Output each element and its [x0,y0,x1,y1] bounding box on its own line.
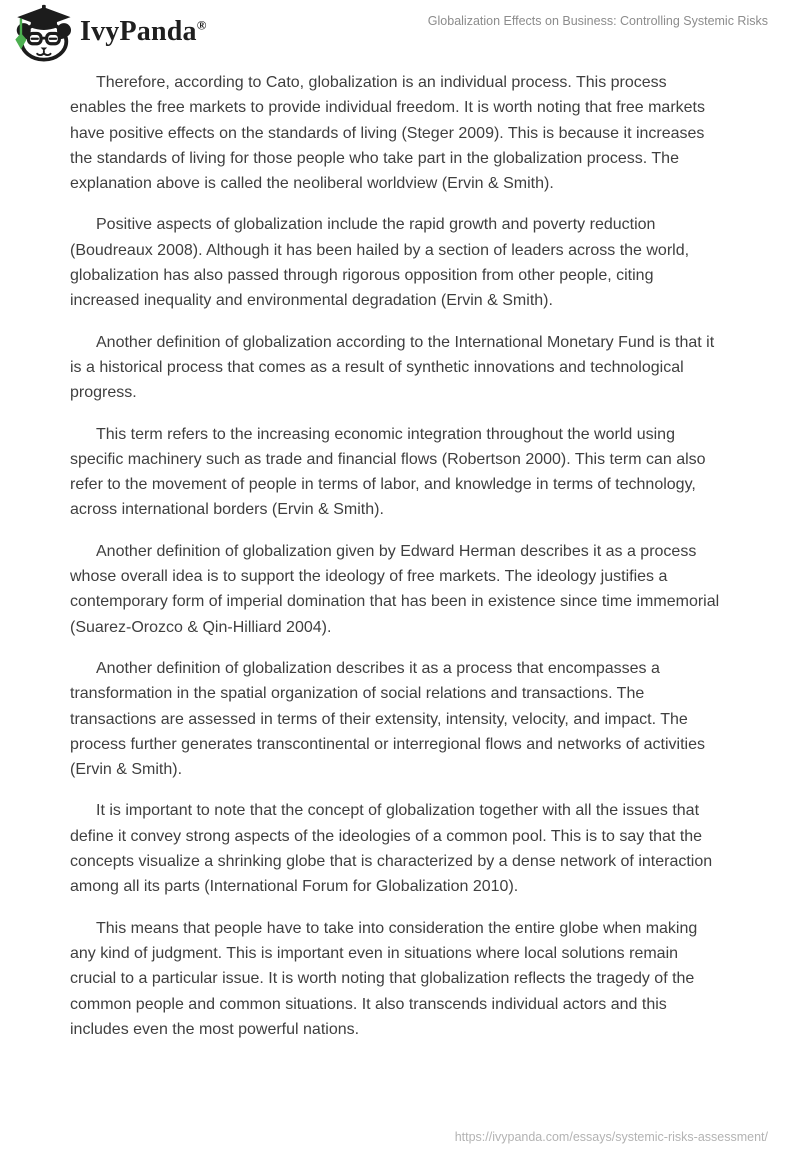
paragraph-2: Positive aspects of globalization include the rapid growth and poverty reduction (Boudreaux 2008). Although it has been hailed by a section of leaders across the world, globalization has also passed through rigorous opposition from other people, citing increased inequality and environmental degradation (Ervin & Smith). [70,216,690,310]
brand-wordmark [80,16,207,48]
panda-graduation-cap-logo-icon [12,4,72,62]
essay-body [70,70,726,1058]
brand-name: IvyPanda [80,16,197,47]
document-title: Globalization Effects on Business: Controlling Systemic Risks [427,14,768,28]
paragraph-3: Another definition of globalization according to the International Monetary Fund is that it is a historical process that comes as a result of synthetic innovations and technological progress. [70,333,715,402]
paragraph-5: Another definition of globalization given by Edward Herman describes it as a process whose overall idea is to support the ideology of free markets. The ideology justifies a contemporary form of imperial domination that has been in existence since time immemorial (Suarez-Orozco & Qin-Hilliard 2004). [70,542,720,636]
source-url-link[interactable]: https://ivypanda.com/essays/systemic-risks-assessment/ [454,1130,768,1144]
registered-trademark-symbol: ® [196,17,207,33]
paragraph-6: Another definition of globalization describes it as a process that encompasses a transformation in the spatial organization of social relations and transactions. The transactions are assessed in terms of their extensity, intensity, velocity, and impact. The process further generates transcontinental or interregional flows and networks of activities (Ervin & Smith). [70,659,705,779]
paragraph-4: This term refers to the increasing economic integration throughout the world using specific machinery such as trade and financial flows (Robertson 2000). This term can also refer to the movement of people in terms of labor, and knowledge in terms of technology, across international borders (Ervin & Smith). [70,425,706,519]
paragraph-7: It is important to note that the concept of globalization together with all the issues that define it convey strong aspects of the ideologies of a common pool. This is to say that the concepts visualize a shrinking globe that is characterized by a dense network of interaction among all its parts (International Forum for Globalization 2010). [70,802,713,896]
paragraph-1: Therefore, according to Cato, globalization is an individual process. This process enables the free markets to provide individual freedom. It is worth noting that free markets have positive effects on the standards of living (Steger 2009). This is because it increases the standards of living for those people who take part in the globalization process. The explanation above is called the neoliberal worldview (Ervin & Smith). [70,74,705,193]
paragraph-8: This means that people have to take into consideration the entire globe when making any kind of judgment. This is important even in situations where local solutions remain crucial to a particular issue. It is worth noting that globalization reflects the tragedy of the common people and common situations. It also transcends individual actors and this includes even the most powerful nations. [70,919,698,1038]
